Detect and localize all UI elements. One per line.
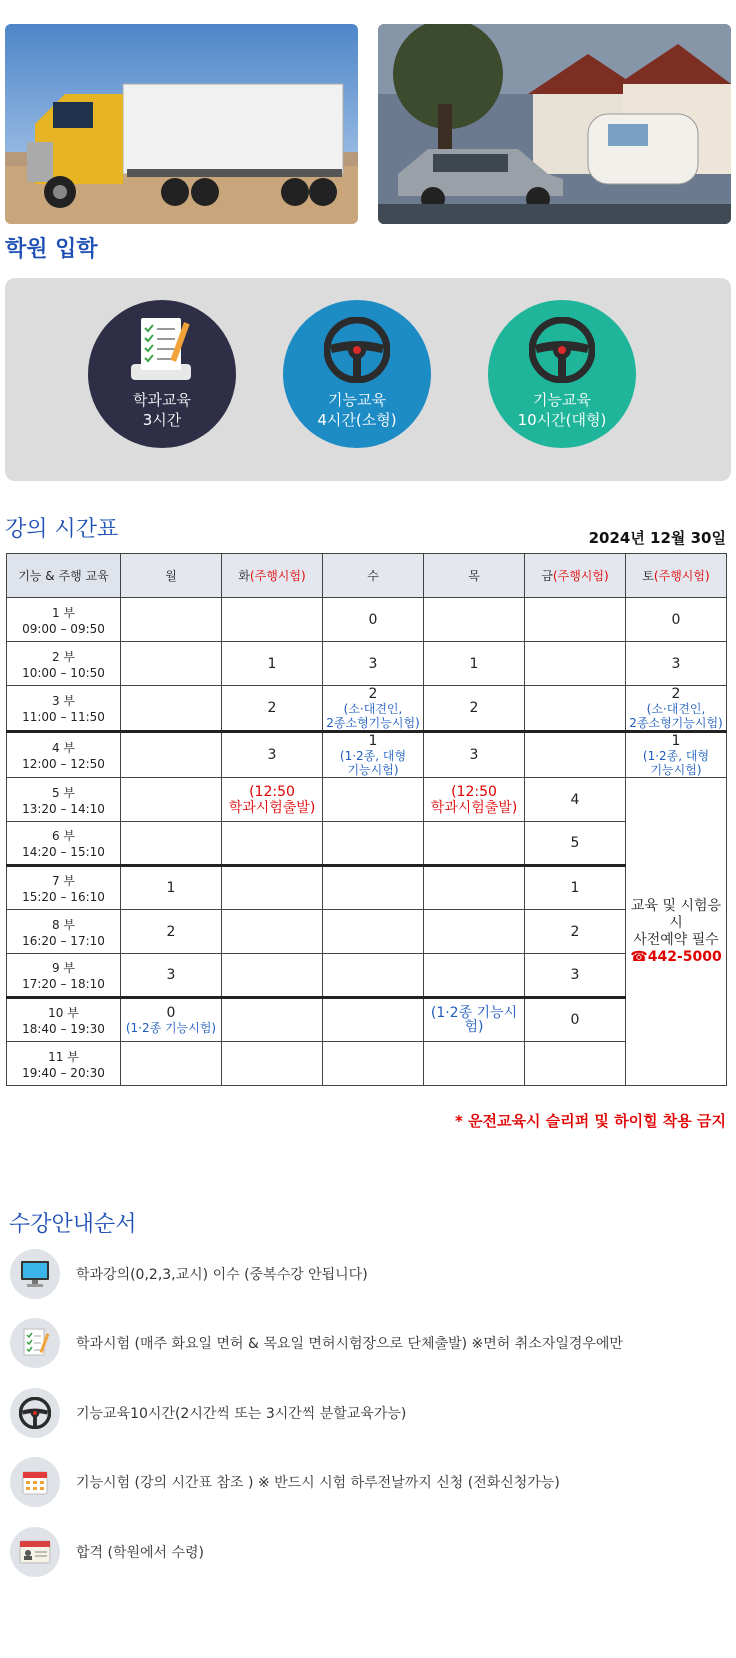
checklist-icon <box>127 314 197 386</box>
cell: 2 <box>222 686 323 732</box>
steering-wheel-icon <box>324 314 390 386</box>
car-caravan-photo <box>378 24 731 224</box>
guide-step-text: 기능교육10시간(2시간씩 또는 3시간씩 분할교육가능) <box>76 1406 407 1422</box>
header-wed: 수 <box>323 554 424 598</box>
schedule-date: 2024년 12월 30일 <box>588 529 726 547</box>
admission-panel <box>5 278 731 481</box>
cell: (1·2종 기능시험) <box>424 998 525 1042</box>
theory-education-card <box>88 300 236 448</box>
cell: 0 <box>525 998 626 1042</box>
guide-step-text: 합격 (학원에서 수령) <box>76 1545 205 1561</box>
cell: 3 <box>525 954 626 998</box>
cell: (12:50 학과시험출발) <box>424 778 525 822</box>
guide-step <box>10 1524 726 1580</box>
cell: 0 (1·2종 기능시험) <box>121 998 222 1042</box>
table-row <box>7 642 727 686</box>
table-row <box>7 598 727 642</box>
guide-step-text: 학과강의(0,2,3,교시) 이수 (중복수강 안됩니다) <box>76 1267 368 1283</box>
admission-title: 학원 입학 <box>5 237 98 262</box>
table-row <box>7 998 727 1042</box>
table-row <box>7 686 727 732</box>
license-card-icon <box>10 1527 60 1577</box>
cell: 2 <box>525 910 626 954</box>
steering-wheel-icon <box>10 1388 60 1438</box>
cell: 3 <box>626 642 727 686</box>
period-cell: 10 부 18:40 – 19:30 <box>7 998 121 1042</box>
skill-large-line2: 10시간(대형) <box>517 411 607 429</box>
table-row <box>7 732 727 778</box>
cell: 2 <box>424 686 525 732</box>
cell: 2 (소·대견인, 2종소형기능시험) <box>626 686 727 732</box>
table-row <box>7 910 727 954</box>
period-cell: 4 부 12:00 – 12:50 <box>7 732 121 778</box>
guide-step-text: 기능시험 (강의 시간표 참조 ) ※ 반드시 시험 하루전날까지 신청 (전화신청가능) <box>76 1475 560 1491</box>
period-cell: 8 부 16:20 – 17:10 <box>7 910 121 954</box>
checklist-icon <box>10 1318 60 1368</box>
timetable <box>6 553 727 1086</box>
period-cell: 2 부 10:00 – 10:50 <box>7 642 121 686</box>
table-row <box>7 1042 727 1086</box>
period-cell: 11 부 19:40 – 20:30 <box>7 1042 121 1086</box>
cell: 1 (1·2종, 대형 기능시험) <box>323 732 424 778</box>
guide-title: 수강안내순서 <box>9 1212 137 1237</box>
guide-step <box>10 1246 726 1302</box>
cell: 4 <box>525 778 626 822</box>
skill-small-card <box>283 300 431 448</box>
calendar-icon <box>10 1457 60 1507</box>
guide-step-text: 학과시험 (매주 화요일 면허 & 목요일 면허시험장으로 단체출발) ※면허 취소자일경우에만 <box>76 1336 623 1352</box>
warning-text: * 운전교육시 슬리퍼 및 하이힐 착용 금지 <box>454 1112 726 1130</box>
cell: 5 <box>525 822 626 866</box>
skill-large-line1: 기능교육 <box>533 391 591 409</box>
cell: 2 (소·대견인, 2종소형기능시험) <box>323 686 424 732</box>
header-fri: 금(주행시험) <box>525 554 626 598</box>
monitor-icon <box>10 1249 60 1299</box>
cell: 1 <box>222 642 323 686</box>
cell: 1 <box>424 642 525 686</box>
steering-wheel-icon <box>529 314 595 386</box>
period-cell: 5 부 13:20 – 14:10 <box>7 778 121 822</box>
guide-step <box>10 1315 726 1371</box>
period-cell: 3 부 11:00 – 11:50 <box>7 686 121 732</box>
reservation-notice: 교육 및 시험응시 사전예약 필수 ☎442-5000 <box>626 778 727 1086</box>
cell: 3 <box>424 732 525 778</box>
period-cell: 7 부 15:20 – 16:10 <box>7 866 121 910</box>
table-row <box>7 954 727 998</box>
table-row <box>7 866 727 910</box>
cell: 1 <box>121 866 222 910</box>
skill-small-line1: 기능교육 <box>328 391 386 409</box>
header-mon: 월 <box>121 554 222 598</box>
cell: 0 <box>626 598 727 642</box>
cell: 0 <box>323 598 424 642</box>
period-cell: 1 부 09:00 – 09:50 <box>7 598 121 642</box>
header-sat: 토(주행시험) <box>626 554 727 598</box>
table-row <box>7 822 727 866</box>
period-cell: 6 부 14:20 – 15:10 <box>7 822 121 866</box>
table-row <box>7 778 727 822</box>
cell: (12:50 학과시험출발) <box>222 778 323 822</box>
skill-small-line2: 4시간(소형) <box>317 411 397 429</box>
phone-number: ☎442-5000 <box>630 948 722 965</box>
header-tue: 화(주행시험) <box>222 554 323 598</box>
period-cell: 9 부 17:20 – 18:10 <box>7 954 121 998</box>
cell: 2 <box>121 910 222 954</box>
guide-step <box>10 1454 726 1510</box>
header-thu: 목 <box>424 554 525 598</box>
guide-step <box>10 1385 726 1441</box>
cell: 1 (1·2종, 대형 기능시험) <box>626 732 727 778</box>
truck-photo <box>5 24 358 224</box>
theory-line1: 학과교육 <box>133 391 191 409</box>
cell: 3 <box>323 642 424 686</box>
cell: 1 <box>525 866 626 910</box>
skill-large-card <box>488 300 636 448</box>
cell: 3 <box>222 732 323 778</box>
theory-line2: 3시간 <box>142 411 182 429</box>
timetable-header-row <box>7 554 727 598</box>
header-first: 기능 & 주행 교육 <box>7 554 121 598</box>
cell: 3 <box>121 954 222 998</box>
timetable-title: 강의 시간표 <box>5 517 119 542</box>
